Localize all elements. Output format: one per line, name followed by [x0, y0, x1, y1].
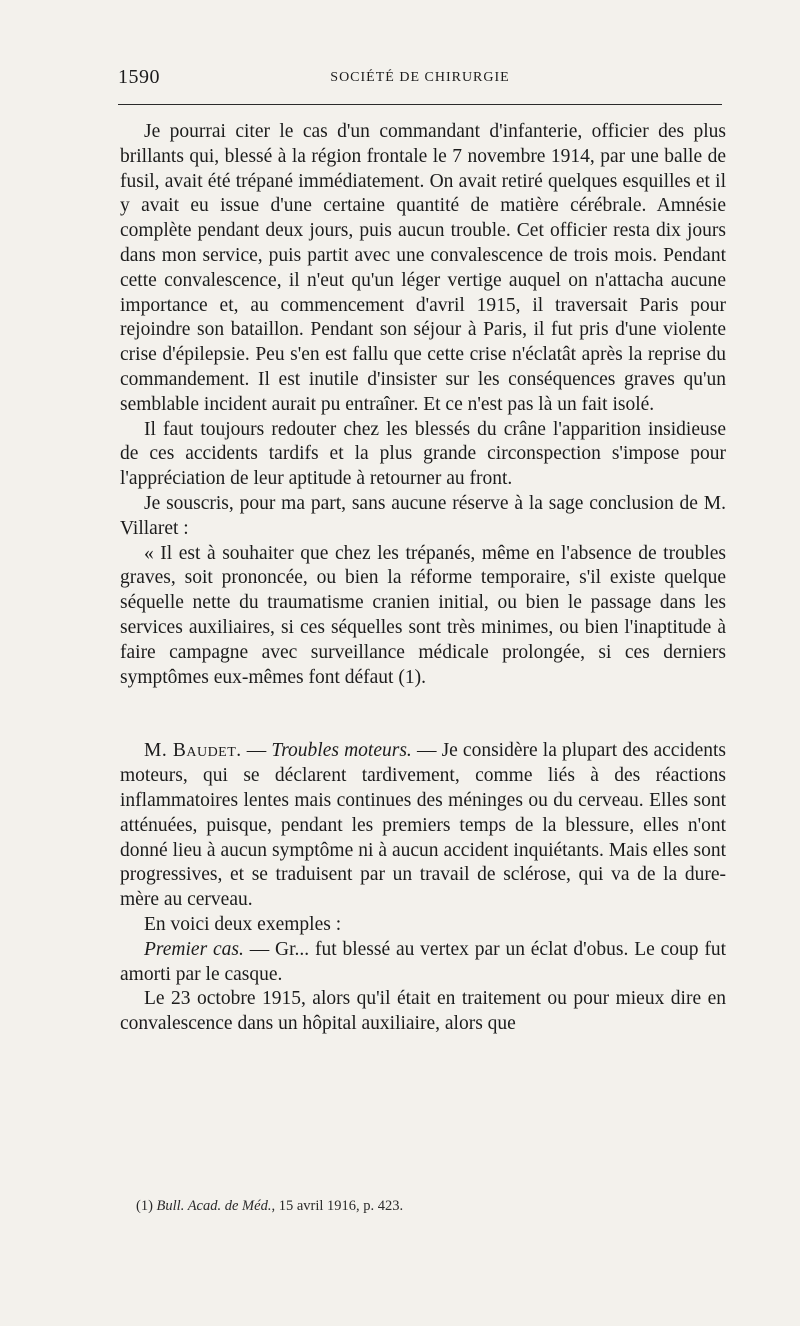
page-number: 1590 [118, 66, 160, 88]
baudet-paragraph [120, 739, 726, 913]
footnote-source: Bull. Acad. de Méd. [156, 1198, 272, 1214]
paragraph: Le 23 octobre 1915, alors qu'il était en traitement ou pour mieux dire en convalescence dans un hôpital auxiliaire, alors que [120, 988, 726, 1035]
header-rule [118, 104, 722, 105]
body-text [120, 120, 726, 1037]
quotation-paragraph: « Il est à souhaiter que chez les trépanés, même en l'absence de troubles graves, soit prononcée, ou bien la réforme temporaire, s'il existe quelque séquelle nette du traumatisme cranien initial, ou bien le passage dans les services auxiliaires, si ces séquelles sont très minimes, ou bien l'inaptitude à faire campagne avec surveillance médicale prolongée, si ces derniers symptômes eux-mêmes font défaut (1). [120, 542, 726, 688]
running-title: SOCIÉTÉ DE CHIRURGIE [330, 70, 510, 85]
page-header [118, 66, 722, 96]
case-paragraph [120, 938, 726, 988]
footnote-marker: (1) [136, 1198, 157, 1214]
footnote-text: , 15 avril 1916, p. 423. [271, 1198, 404, 1214]
paragraph-text: — Gr... fut blessé au vertex par un éclat d'obus. Le coup fut amorti par le casque. [120, 938, 726, 985]
paragraph: Je pourrai citer le cas d'un commandant d'infanterie, officier des plus brillants qui, blessé à la région frontale le 7 novembre 1914, par une balle de fusil, avait été trépané immédiatement. On avait retiré quelques esquilles et il y avait eu issue d'une certaine quantité de matière cérébrale. Amnésie complète pendant deux jours, puis aucun trouble. Cet officier resta dix jours dans mon service, puis partit avec une convalescence de trois mois. Pendant cette convalescence, il n'eut qu'un léger vertige auquel on n'attacha aucune importance et, au commencement d'avril 1915, il traversait Paris pour rejoindre son bataillon. Pendant son séjour à Paris, il fut pris d'une violente crise d'épilepsie. Peu s'en est fallu que cette crise n'éclatât après la reprise du commandement. Il est inutile d'insister sur les conséquences graves qu'un semblable incident aurait pu entraîner. Et ce n'est pas là un fait isolé. [120, 121, 726, 415]
speaker-name: M. Baudet. [144, 740, 242, 762]
paragraph: Il faut toujours redouter chez les blessés du crâne l'apparition insidieuse de ces accidents tardifs et la plus grande circonspection s'impose pour l'appréciation de leur aptitude à retourner au front. [120, 418, 726, 490]
section-topic: Troubles moteurs. [271, 740, 412, 762]
dash: — [241, 740, 272, 762]
paragraph: Je souscris, pour ma part, sans aucune réserve à la sage conclusion de M. Villaret : [120, 492, 726, 539]
case-label: Premier cas. [144, 938, 244, 960]
section-gap [120, 690, 726, 739]
paragraph: En voici deux exemples : [144, 913, 342, 935]
footnote [136, 1198, 403, 1215]
paragraph-text: — Je considère la plupart des accidents moteurs, qui se déclarent tardivement, comme liés à des réactions inflammatoires lentes mais continues des méninges ou du cerveau. Elles sont atténuées, puisque, pendant les premiers temps de la blessure, elles n'ont donné lieu à aucun symptôme ni à aucun accident inquiétants. Mais elles sont progressives, et se traduisent par un travail de sclérose, qui va de la dure-mère au cerveau. [120, 740, 727, 911]
